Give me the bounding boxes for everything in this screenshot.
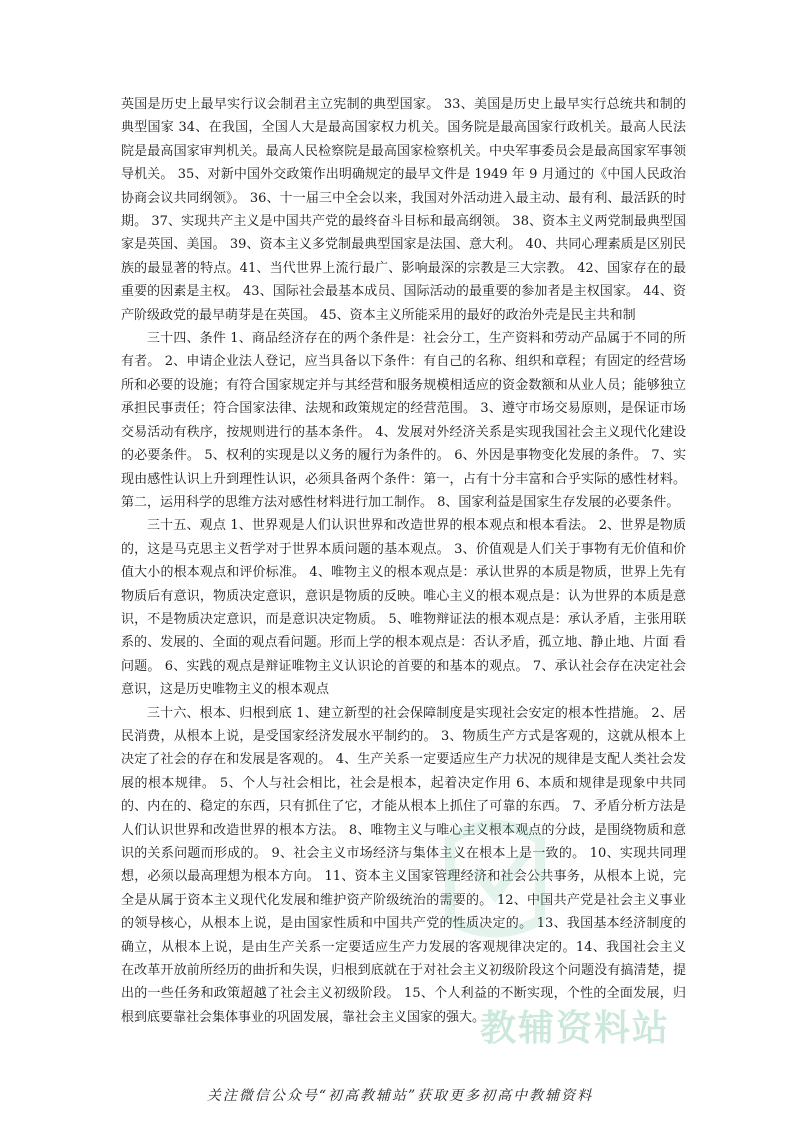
document-body [121,93,686,1029]
paragraph-fundamentals: 三十六、根本、归根到底 1、建立新型的社会保障制度是实现社会安定的根本性措施。 2、居民消费，从根本上说，是受国家经济发展水平制约的。 3、物质生产方式是客观的，这就从根本上决定了社会的存在和发展是客观的。 4、生产关系一定要适应生产力状况的规律是支配人类社会发展的根本规律。 5、个人与社会相比，社会是根本，起着决定作用 6、本质和规律是现象中共同的、内在的、稳定的东西，只有抓住了它，才能从根本上抓住了可靠的东西。 7、矛盾分析方法是人们认识世界和改造世界的根本方法。 8、唯物主义与唯心主义根本观点的分歧，是围绕物质和意识的关系问题而形成的。 9、社会主义市场经济与集体主义在根本上是一致的。 10、实现共同理想，必须以最高理想为根本方向。 11、资本主义国家管理经济和社会公共事务，从根本上说，完全是从属于资本主义现代化发展和维护资产阶级统治的需要的。 12、中国共产党是社会主义事业的领导核心，从根本上说，是由国家性质和中国共产党的性质决定的。 13、我国基本经济制度的确立，从根本上说，是由生产关系一定要适应生产力发展的客观规律决定的。14、我国社会主义 在改革开放前所经历的曲折和失误，归根到底就在于对社会主义初级阶段这个问题没有搞清楚，提出的一些任务和政策超越了社会主义初级阶段。 15、个人利益的不断实现，个性的全面发展，归根到底要靠社会集体事业的巩固发展，靠社会主义国家的强大。 [121,705,686,1025]
footer-note: 关注微信公众号“初高教辅站”获取更多初高中教辅资料 [206,1088,594,1104]
paragraph-conditions: 三十四、条件 1、商品经济存在的两个条件是：社会分工，生产资料和劳动产品属于不同的所有者。 2、申请企业法人登记，应当具备以下条件：有自己的名称、组织和章程；有固定的经营场所和必要的设施；有符合国家规定并与其经营和服务规模相适应的资金数额和从业人员；能够独立承担民事责任；符合国家法律、法规和政策规定的经营范围。 3、遵守市场交易原则，是保证市场交易活动有秩序，按规则进行的基本条件。 4、发展对外经济关系是实现我国社会主义现代化建设的必要条件。 5、权利的实现是以义务的履行为条件的。 6、外因是事物变化发展的条件。 7、实现由感性认识上升到理性认识，必须具备两个条件：第一，占有十分丰富和合乎实际的感性材料。第二，运用科学的思维方法对感性材料进行加工制作。 8、国家利益是国家生存发展的必要条件。 [121,331,686,510]
paragraph-superlatives: 英国是历史上最早实行议会制君主立宪制的典型国家。 33、美国是历史上最早实行总统共和制的典型国家 34、在我国，全国人大是最高国家权力机关。国务院是最高国家行政机关。最高人民法院是最高国家审判机关。最高人民检察院是最高国家检察机关。中央军事委员会是最高国家军事领导机关。 35、对新中国外交政策作出明确规定的最早文件是 1949 年 9 月通过的《中国人民政治协商会议共同纲领》。 36、十一届三中全会以来，我国对外活动进入最主动、最有利、最活跃的时期。 37、实现共产主义是中国共产党的最终奋斗目标和最高纲领。 38、资本主义两党制最典型国家是英国、美国。 39、资本主义多党制最典型国家是法国、意大利。 40、共同心理素质是区别民族的最显著的特点。41、当代世界上流行最广、影响最深的宗教是三大宗教。 42、国家存在的最重要的因素是主权。 43、国际社会最基本成员、国际活动的最重要的参加者是主权国家。 44、资产阶级政党的最早萌芽是在英国。 45、资本主义所能采用的最好的政治外壳是民主共和制 [121,97,686,323]
watermark-text: 教辅资料站 [480,1008,671,1049]
watermark-logo-icon [430,800,560,950]
paragraph-viewpoints: 三十五、观点 1、世界观是人们认识世界和改造世界的根本观点和根本看法。 2、世界是物质的，这是马克思主义哲学对于世界本质问题的基本观点。 3、价值观是人们关于事物有无价值和价值大小的根本观点和评价标准。 4、唯物主义的根本观点是：承认世界的本质是物质，世界上先有物质后有意识，物质决定意识，意识是物质的反映。唯心主义的根本观点是：认为世界的本质是意识，不是物质决定意识，而是意识决定物质。 5、唯物辩证法的根本观点是：承认矛盾，主张用联系的、发展的、全面的观点看问题。形而上学的根本观点是：否认矛盾，孤立地、静止地、片面 看问题。 6、实践的观点是辩证唯物主义认识论的首要的和基本的观点。 7、承认社会存在决定社会意识，这是历史唯物主义的根本观点 [121,518,686,698]
